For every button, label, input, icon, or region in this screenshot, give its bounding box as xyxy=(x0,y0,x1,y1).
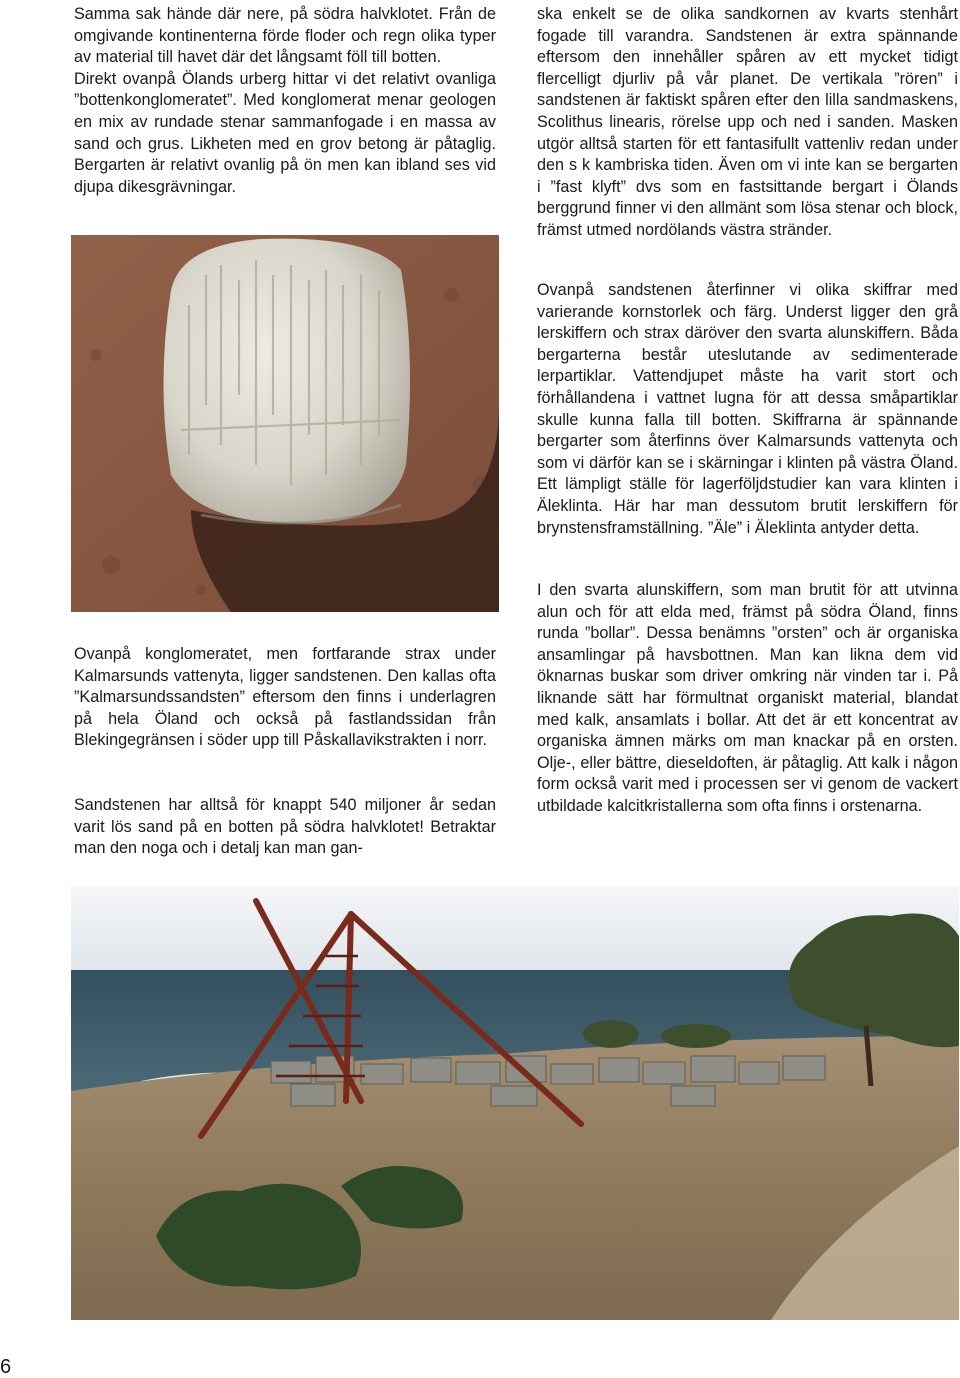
page-number: 6 xyxy=(0,1356,12,1378)
sandstone-boulder-image xyxy=(71,235,499,612)
sandstone-boulder-photo xyxy=(71,235,499,612)
paragraph-kalmarsundssandsten: Ovanpå konglomeratet, men fortfarande strax under Kalmarsunds vattenyta, ligger sandstenen. Den kallas ofta ”Kalmarsundssandsten” eftersom den finns i underlagren på hela Öland och också på fastlandssidan från Blekingegränsen i söder upp till Påskallavikstrakten i norr. xyxy=(74,645,496,750)
paragraph-scolithus: ska enkelt se de olika sandkornen av kvarts stenhårt fogade till varandra. Sandstenen är extra spännande eftersom den innehåller spåren av ett mycket tidigt flercelligt djurliv på vår planet. De vertikala ”rören” i sandstenen är faktiskt spåren efter den lilla sandmaskens, Scolithus linearis, rörelse upp och ned i sanden. Masken utgör alltså starten för ett fantasifullt vattenliv redan under den s k kambriska tiden. Även om vi inte kan se bergarten i ”fast klyft” dvs som en fastsittande bergart i Ölands berggrund finner vi den allmänt som lösa stenar och block, främst utmed nordölands västra stränder. xyxy=(537,5,958,239)
paragraph-sandsten-alder: Sandstenen har alltså för knappt 540 miljoner år sedan varit lös sand på en botten på södra halvklotet! Betraktar man den noga och i detalj kan man gan- xyxy=(74,796,496,858)
paragraph-skiffrar: Ovanpå sandstenen återfinner vi olika skiffrar med varierande kornstorlek och färg. Underst ligger den grå lerskiffern och strax däröver den svarta alunskiffern. Båda bergarterna består uteslutande av sedimenterade lerpartiklar. Vattendjupet måste ha varit stort och förhållandena i vattnet lugna för att dessa småpartiklar skulle kunna falla till botten. Skiffrarna är spännande bergarter som återfinns över Kalmarsunds vattenyta och som vi därför kan se i skärningar i klinten på västra Öland. Ett lämpligt ställe för lagerföljdstudier kan vara klinten i Äleklinta. Här har man dessutom brutit lerskiffern för brynstensframställning. ”Äle” i Äleklinta antyder detta. xyxy=(537,281,958,537)
paragraph-orsten: I den svarta alunskiffern, som man brutit för att utvinna alun och för att elda med, främst på södra Öland, finns runda ”bollar”. Dessa benämns ”orsten” och är organiska ansamlingar på havsbottnen. Man kan likna dem vid öknarnas buskar som driver omkring när vinden tar i. På liknande sätt har förmultnat organiskt material, blandat med kalk, ansamlats i bollar. Att det är ett koncentrat av organiska ämnen märks om man knackar på en orsten. Olje-, eller bättre, dieseldoften, är påtaglig. Att kalk i någon form också varit med i processen ser vi genom de vackert utbildade kalcitkristallerna som ofta finns i orstenarna. xyxy=(537,581,958,815)
paragraph-bottenkonglomerat: Samma sak hände där nere, på södra halvklotet. Från de omgivande kontinenterna förde floder och regn olika typer av material till havet där det långsamt föll till botten. Direkt ovanpå Ölands urberg hittar vi det relativt ovanliga ”bottenkonglomeratet”. Med konglomerat menar geologen en mix av rundade stenar sammanfogade i en massa av sand och grus. Likheten med en grov betong är påtaglig. Bergarten är relativt ovanlig på ön men kan ibland ses vid djupa dikesgrävningar. xyxy=(74,5,496,196)
coastal-crane-image xyxy=(71,886,959,1320)
coastal-crane-photo xyxy=(71,886,959,1320)
